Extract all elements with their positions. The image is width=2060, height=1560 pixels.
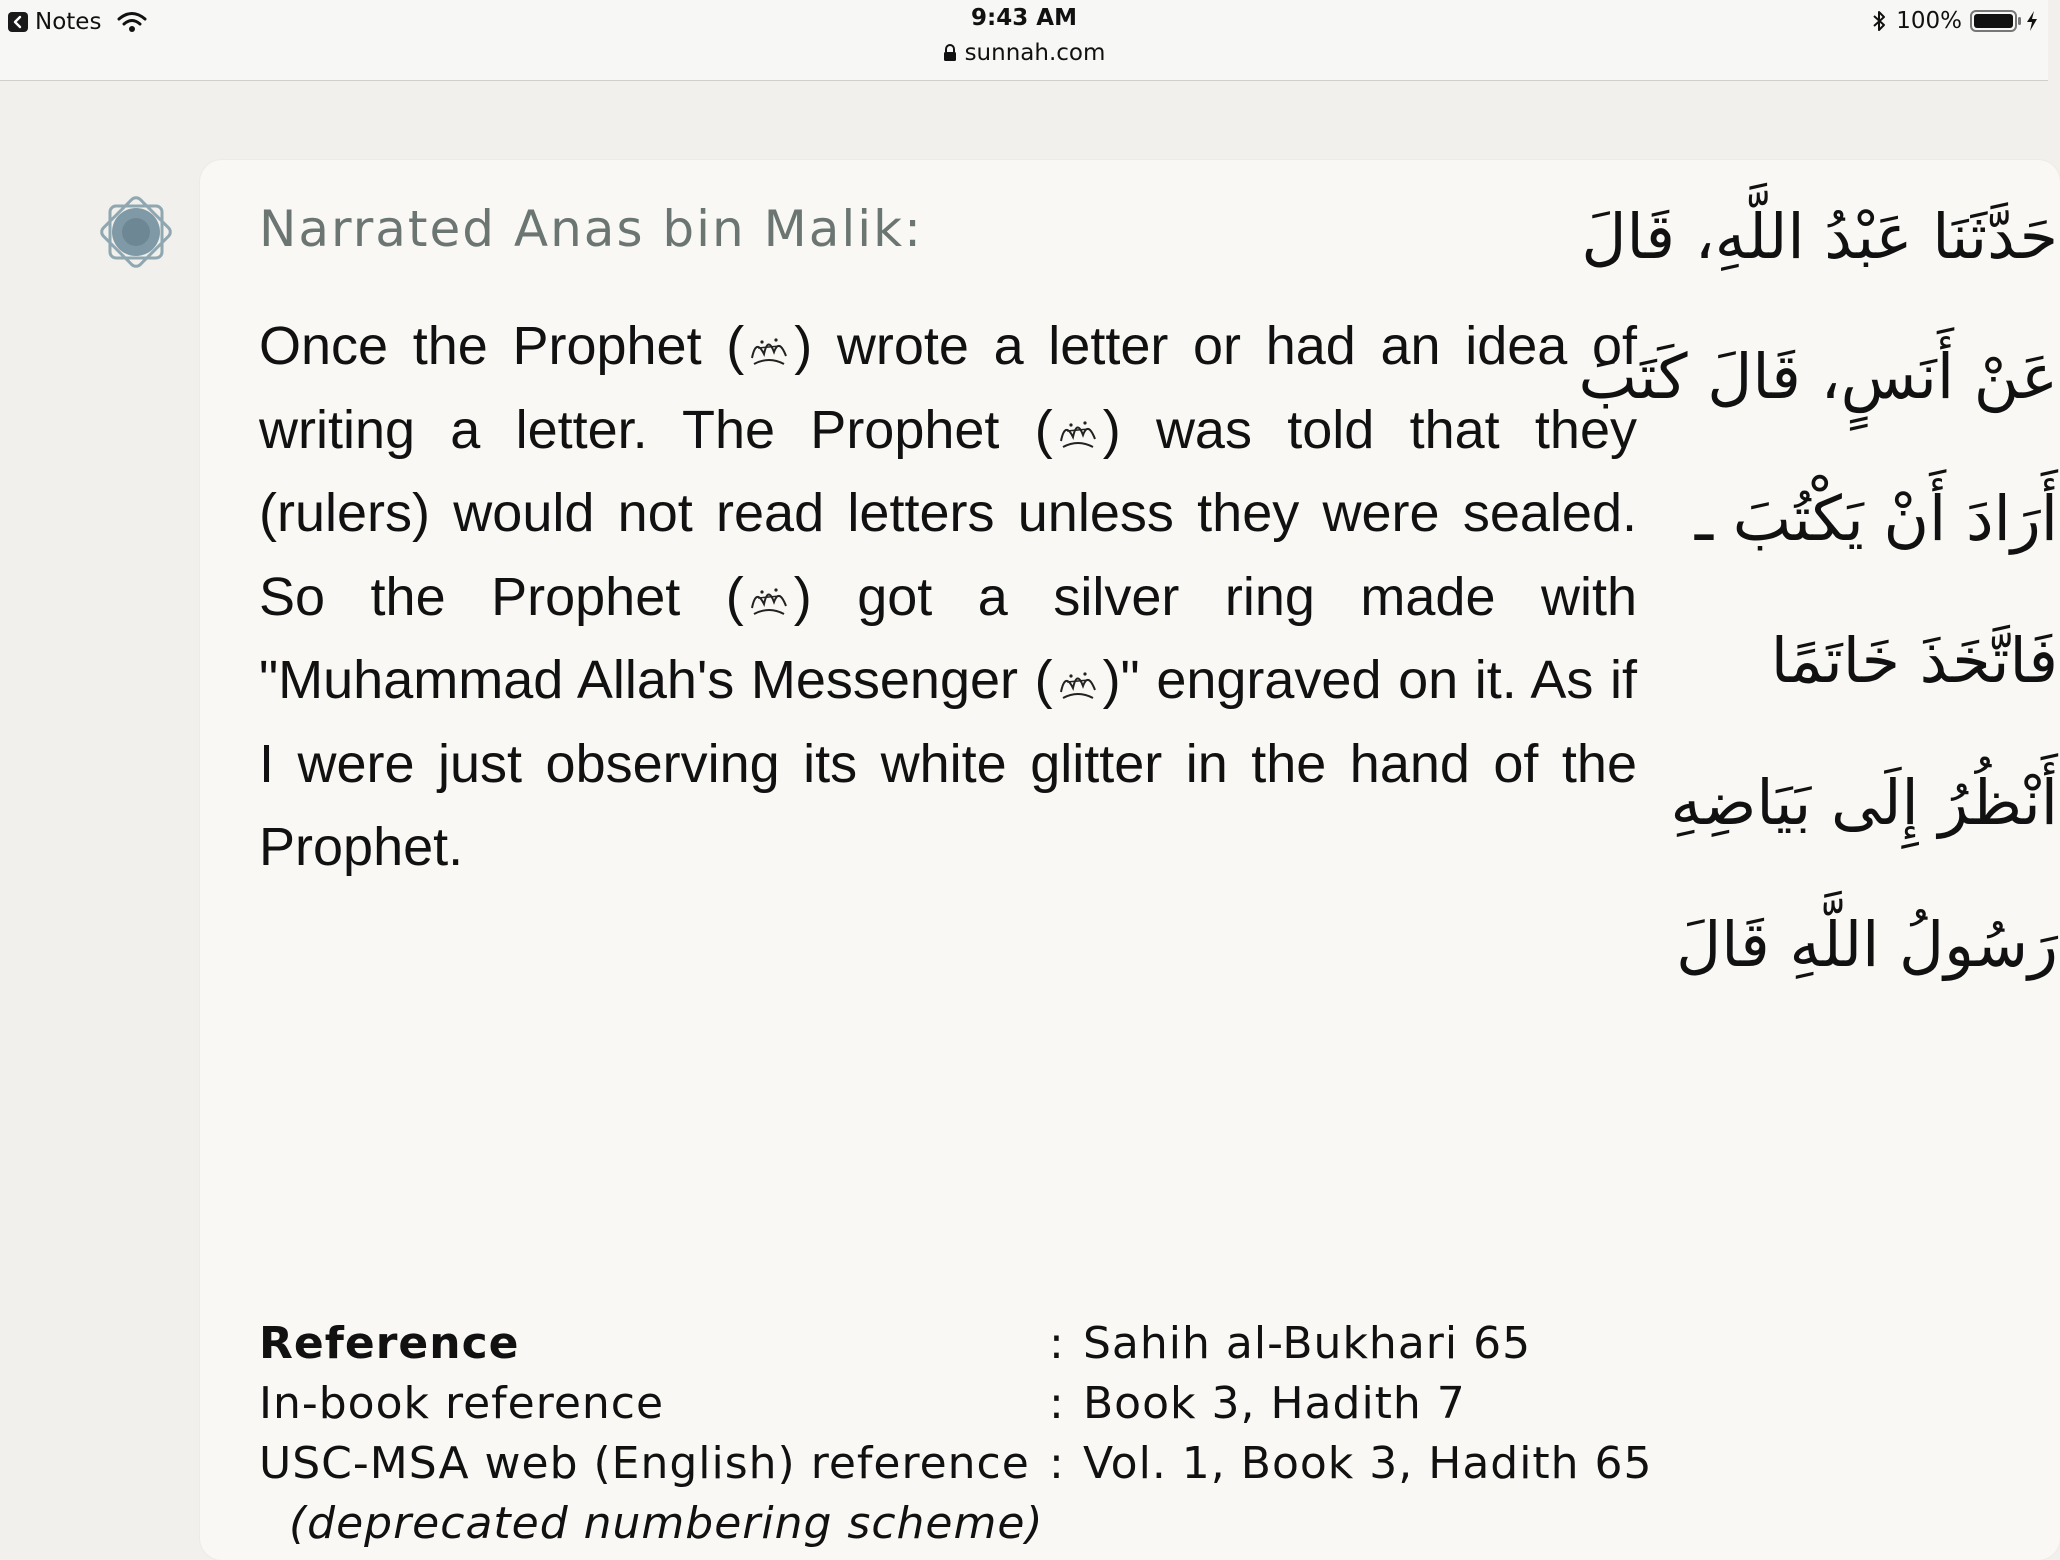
- hadith-text-segment: ) got a silver ring made with "Muhammad Allah's Messenger (: [259, 566, 1638, 710]
- ornament-star-icon: [94, 190, 178, 274]
- hadith-text-segment: Once the Prophet (: [259, 316, 745, 376]
- battery-percentage: 100%: [1896, 8, 1962, 34]
- reference-label: Reference: [259, 1318, 520, 1369]
- hadith-arabic-text: [1578, 200, 2058, 1060]
- arabic-line: أَرَادَ أَنْ يَكْتُبَ ـ: [1694, 482, 2058, 555]
- back-app-label: Notes: [35, 9, 102, 35]
- reference-row: [259, 1318, 1653, 1378]
- reference-table: [259, 1318, 1653, 1558]
- narrator-heading: Narrated Anas bin Malik:: [259, 200, 923, 258]
- reference-separator: :: [1049, 1318, 1065, 1369]
- arabic-line: حَدَّثَنَا عَبْدُ اللَّهِ، قَالَ: [1581, 200, 2058, 273]
- hadith-english-text: [259, 305, 1637, 890]
- arabic-line: رَسُولُ اللَّهِ قَالَ: [1676, 908, 2058, 981]
- arabic-line: عَنْ أَنَسٍ، قَالَ كَتَبَ: [1578, 340, 2058, 413]
- reference-separator: :: [1049, 1378, 1065, 1429]
- address-bar[interactable]: [0, 40, 2048, 66]
- salawat-glyph-icon: [746, 328, 792, 372]
- reference-value: Vol. 1, Book 3, Hadith 65: [1083, 1438, 1653, 1489]
- status-time: 9:43 AM: [971, 5, 1077, 31]
- reference-row: [259, 1378, 1653, 1438]
- reference-value: Sahih al-Bukhari 65: [1083, 1318, 1532, 1369]
- arabic-line: فَاتَّخَذَ خَاتَمًا: [1770, 624, 2058, 697]
- salawat-glyph-icon: [746, 578, 792, 622]
- status-indicators: [1872, 8, 2038, 34]
- reference-separator: :: [1049, 1438, 1065, 1489]
- status-bar: [0, 0, 2048, 81]
- reference-label: USC-MSA web (English) reference: [259, 1438, 1030, 1489]
- hadith-text-segment: ) wrote a letter or had an idea of writing a letter. The Prophet (: [259, 316, 1637, 460]
- battery-icon: [1970, 9, 2022, 33]
- hadith-text-segment: ) was told that they (rulers) would not read letters unless they were sealed. So the Prophet (: [259, 399, 1637, 627]
- reference-row: [259, 1438, 1653, 1498]
- lock-icon: [943, 44, 957, 62]
- url-text: sunnah.com: [964, 40, 1106, 66]
- reference-deprecated-note: (deprecated numbering scheme): [289, 1498, 1044, 1549]
- reference-label: In-book reference: [259, 1378, 665, 1429]
- hadith-text-segment: )" engraved on it. As if I were just observing its white glitter in the hand of the Prophet.: [259, 650, 1637, 877]
- charging-bolt-icon: [2026, 10, 2038, 32]
- reference-note-row: [259, 1498, 1653, 1558]
- salawat-glyph-icon: [1055, 411, 1101, 455]
- bluetooth-icon: [1872, 10, 1886, 32]
- arabic-line: أَنْظُرُ إِلَى بَيَاضِهِ: [1670, 766, 2058, 839]
- salawat-glyph-icon: [1055, 662, 1101, 706]
- reference-value: Book 3, Hadith 7: [1083, 1378, 1466, 1429]
